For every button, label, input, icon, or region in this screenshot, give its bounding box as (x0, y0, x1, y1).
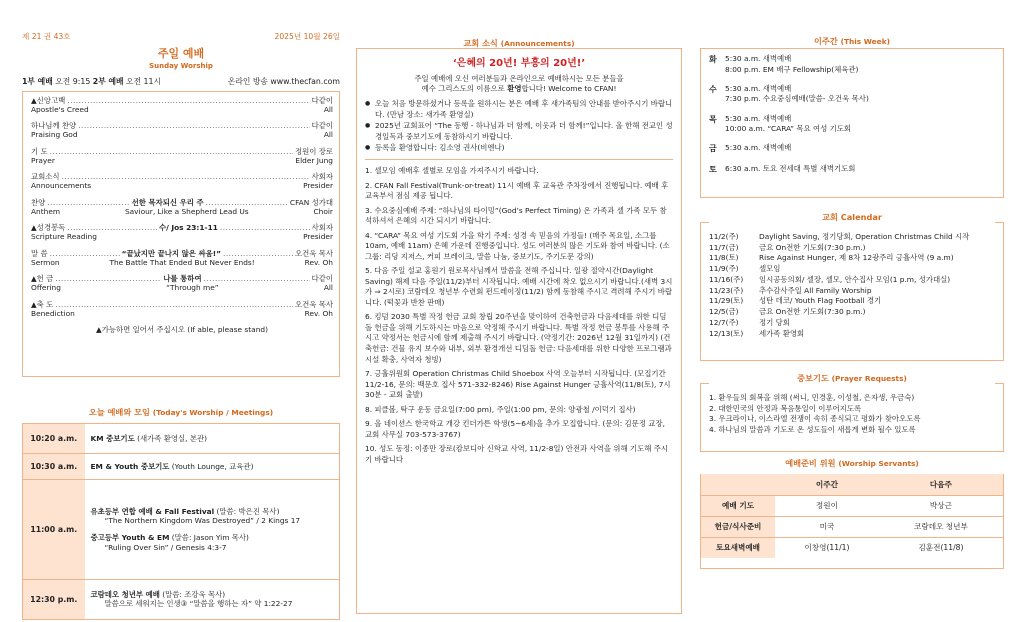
calendar-date: 11/23(주) (709, 285, 744, 295)
schedule-line: 코람데오 청년부 예배 (말씀: 조강욱 목사) (90, 590, 226, 600)
service2-time: 오전 11시 (126, 76, 162, 86)
order-detail: 나를 통하여 (163, 274, 202, 284)
weekday-event: 10:00 a.m. “CARA” 목요 여성 기도회 (725, 124, 852, 134)
schedule-line: 유초등부 연합 예배 & Fall Festival (말씀: 박은진 목사) (90, 506, 280, 516)
schedule-desc (85, 423, 340, 453)
servant-role: 헌금/식사준비 (701, 516, 775, 537)
weekday-events (725, 143, 791, 154)
weekday-events (725, 84, 869, 105)
announcement-item: 7. 긍휼위원회 Operation Christmas Child Shoebox 사역 오늘부터 시작됩니다. (모집기간 11/2-16, 문의: 백문호 집사 571-332-8246) Rise Against Hunger 긍휼사역(11/8(토), 7시 30분 - 교회 출발) (365, 369, 671, 400)
calendar-title: 교회 Calendar (709, 212, 995, 224)
order-leader-en: Rev. Oh (304, 257, 333, 267)
servants-col-next-week: 다음주 (879, 474, 1003, 495)
order-line-ko (31, 96, 333, 105)
order-label-en: Prayer (31, 155, 55, 165)
order-line-ko (31, 121, 333, 130)
order-line-en (31, 130, 333, 139)
servants-row (701, 516, 1003, 537)
order-label: ▲축 도 (31, 299, 54, 309)
calendar-event: 금요 On전한 기도회(7:30 p.m.) (759, 242, 866, 252)
prayer-item: 2. 대한민국의 안정과 복음통일이 이루어지도록 (709, 403, 862, 413)
order-line-ko (31, 198, 333, 207)
calendar-date: 11/29(토) (709, 296, 744, 306)
weekday-event: 5:30 a.m. 새벽예배 (725, 113, 792, 123)
service-subtitle: Sunday Worship (149, 62, 213, 71)
order-leader-en: Presider (303, 232, 333, 242)
servants-title: 예배준비 위원 (Worship Servants) (701, 458, 1003, 468)
order-label-en: Scripture Reading (31, 232, 97, 242)
weekday-label: 목 (709, 114, 717, 124)
calendar-row (709, 232, 995, 243)
order-detail-en: “Through me” (166, 283, 219, 293)
order-leader: 사회자 (311, 223, 333, 233)
weekday-label: 화 (709, 55, 717, 65)
order-line-en (31, 105, 333, 114)
order-detail: 선한 목자되신 우리 주 (131, 197, 204, 207)
announcement-item: 5. 다음 주일 설교 홍원기 원로목사님께서 말씀을 전해 주십니다. 일광 절약시간(Daylight Saving) 해제 다음 주일(11/2)부터 시작됩니다. 예배 시간에 착오 없으시기 바랍니다.(새벽 3시가 ⇒ 2시로) 코람데오 청년부 수련회 펀드레이징(11/2) 함께 동참해 주시고 격려해 주시기 바랍니다. (떡꽃과 반찬 판매) (365, 266, 673, 307)
schedule-line: 말씀으로 세워지는 인생③ “말씀을 행하는 자” 약 1:22-27 (104, 599, 293, 609)
online-broadcast: 온라인 방송 www.thecfan.com (227, 76, 340, 86)
calendar-date: 12/7(주) (709, 317, 739, 327)
calendar-event: 임시공동의회/ 셀장, 셀모, 안수집사 모임(1 p.m, 성가대실) (759, 274, 951, 284)
order-detail: 수/ Jos 23:1-11 (158, 223, 218, 233)
order-leader: 다같이 (311, 121, 333, 131)
today-worship-table (22, 423, 340, 620)
announcements-box (356, 38, 682, 614)
servant-role: 예배 기도 (701, 495, 775, 516)
order-label: 기 도 (31, 146, 48, 156)
calendar-row (709, 307, 995, 318)
order-label: ▲헌 금 (31, 274, 54, 284)
schedule-row (23, 453, 340, 479)
servant-role: 토요새벽예배 (701, 537, 775, 558)
order-label-en: Announcements (31, 181, 92, 191)
weekday-events (725, 164, 855, 175)
schedule-time: 10:30 a.m. (23, 453, 85, 479)
welcome-message: 주일 예배에 오신 여러분들과 온라인으로 예배하시는 모든 분들을 예수 그리스도의 이름으로 환영합니다! Welcome to CFAN! (414, 73, 624, 94)
order-leader: CFAN 성가대 (289, 197, 333, 207)
week-day (709, 164, 995, 175)
order-label: ▲성경봉독 (31, 223, 66, 233)
service2-label: 2부 예배 (92, 76, 124, 86)
volume-number: 제 21 권 43호 (22, 32, 71, 41)
order-line-ko (31, 147, 333, 156)
schedule-column (700, 0, 1004, 569)
schedule-line: EM & Youth 중보기도 (Youth Lounge, 교육관) (90, 461, 254, 471)
weekday-events (725, 54, 858, 75)
weekday-event: 5:30 a.m. 새벽예배 (725, 83, 792, 93)
schedule-desc (85, 479, 340, 579)
issue-header (22, 0, 340, 41)
schedule-row (23, 423, 340, 453)
order-label: 하나님께 찬양 (31, 121, 77, 131)
order-label: 말 씀 (31, 248, 48, 258)
stand-note: ▲가능하면 일어서 주십시오 (If able, please stand) (96, 325, 268, 335)
calendar-date: 12/5(금) (709, 307, 739, 317)
schedule-time: 12:30 p.m. (23, 579, 85, 619)
order-item (31, 121, 333, 140)
order-line-ko (31, 172, 333, 181)
schedule-line: “Ruling Over Sin” / Genesis 4:3-7 (104, 542, 227, 552)
servants-header (701, 474, 1003, 495)
calendar-event: 세가족 환영회 (759, 328, 805, 338)
service-times (22, 77, 340, 87)
calendar-box (700, 212, 1004, 361)
calendar-date: 12/13(토) (709, 328, 744, 338)
calendar-date: 11/2(주) (709, 231, 739, 241)
order-leader: 다같이 (311, 274, 333, 284)
announcement-bullet: ● 2025년 교회표어 “The 동행 - 하나님과 더 함께, 이웃과 더 함께!”입니다. 올 한해 전교인 성경일독과 중보기도에 동참하시기 바랍니다. (365, 121, 673, 142)
week-day (709, 54, 995, 75)
order-leader: 사회자 (311, 172, 333, 182)
calendar-date: 11/9(주) (709, 264, 739, 274)
order-item (31, 300, 333, 319)
calendar-row (709, 286, 995, 297)
order-leader: 정원이 장로 (294, 146, 333, 156)
order-label: ▲신앙고백 (31, 95, 66, 105)
order-leader-en: Presider (303, 181, 333, 191)
calendar-row (709, 296, 995, 307)
announcement-bullet: ● 오늘 처음 방문하셨거나 등록을 원하시는 분은 예배 후 새가족팀의 안내를 받아주시기 바랍니다. (만남 장소: 새가족 환영실) (365, 99, 673, 120)
schedule-time: 11:00 a.m. (23, 479, 85, 579)
order-item (31, 223, 333, 242)
order-line-en (31, 232, 333, 241)
weekday-event: 6:30 a.m. 토요 전세대 특별 새벽기도회 (725, 163, 856, 173)
calendar-date: 11/8(토) (709, 253, 739, 263)
announcement-bullet: ● 등록을 환영합니다: 김소영 권사(비엔나) (365, 143, 673, 153)
order-line-ko (31, 274, 333, 283)
schedule-line: KM 중보기도 (새가족 환영실, 본관) (90, 433, 207, 443)
calendar-event: Rise Against Hunger, 제 8차 12광주리 긍휼사역 (9 a.m) (759, 253, 954, 263)
order-line-en (31, 207, 333, 216)
order-line-en (31, 283, 333, 292)
week-day (709, 84, 995, 105)
servant-this-week: 미국 (775, 516, 879, 537)
servant-next-week: 박상근 (879, 495, 1003, 516)
order-line-en (31, 181, 333, 190)
order-item (31, 249, 333, 268)
servant-next-week: 코람데오 청년부 (879, 516, 1003, 537)
worship-servants-box (700, 458, 1004, 569)
service1-label: 1부 예배 (22, 76, 53, 86)
prayer-item: 1. 환우들의 회복을 위해 (써니, 민경훈, 이성철, 은자생, 우금숙) (709, 392, 915, 402)
announcement-item: 4. “CARA” 목요 여성 기도회 가을 학기 주제: 성경 속 믿음의 가정들! (매주 목요일, 소그룹 10am, 예배 11am) 은혜 가운데 진행중입니다. 성도 여러분의 많은 기도와 참여 바랍니다. (소그룹: 리딩 지저스, 커피 브레이크, 말씀 나눔, 중보기도, 주기도문 강의) (365, 230, 670, 261)
order-leader: 다같이 (311, 95, 333, 105)
week-day (709, 143, 995, 154)
order-line-en (31, 258, 333, 267)
calendar-event: 정기 당회 (759, 317, 790, 327)
order-label-en: Apostle's Creed (31, 104, 89, 114)
prayer-item: 4. 하나님의 말씀과 기도로 온 성도들이 새롭게 변화 될수 있도록 (709, 425, 916, 435)
order-of-worship (22, 91, 340, 377)
calendar-date: 11/16(주) (709, 274, 744, 284)
order-label-en: Offering (31, 283, 61, 293)
order-leader: 오건욱 목사 (294, 299, 333, 309)
order-detail-en: Saviour, Like a Shepherd Lead Us (124, 206, 249, 216)
announcements-column (356, 0, 682, 614)
order-detail-en: The Battle That Ended But Never Ends! (109, 257, 255, 267)
calendar-event: 추수감사주일 All Family Worship (759, 285, 872, 295)
order-leader-en: Choir (313, 206, 333, 216)
announcement-item: 10. 성도 동정: 이종만 장로(캄보디아 신학교 사역, 11/2-8일) 안전과 사역을 위해 기도해 주시기 바랍니다 (365, 444, 668, 464)
calendar-date: 11/7(금) (709, 242, 739, 252)
calendar-event: 금요 On전한 기도회(7:30 p.m.) (759, 307, 866, 317)
order-item (31, 172, 333, 191)
week-day (709, 114, 995, 135)
calendar-event: 성탄 데코/ Youth Flag Football 경기 (759, 296, 882, 306)
order-line-ko (31, 249, 333, 258)
this-week-title: 이주간 (This Week) (709, 36, 995, 46)
announcement-item: 6. 킹덤 2030 특별 작정 헌금 교회 창립 20주년을 맞이하여 건축헌금과 다음세대를 위한 디딤돌 헌금을 위해 기도하시는 마음으로 약정해 주시기 바랍니다. 특별 작정 헌금 봉투를 사용해 주시고 약정서는 헌금시에 함께 제출해 주시기 바랍니다. (약정기간: 2026년 12월 31일까지) (건축헌금: 건물 유지 보수와 내부, 외부 환경개선 디딤돌 헌금: 다음세대를 위한 다양한 프로그램과 시설 확충, 사역자 청빙) (365, 312, 672, 364)
order-leader-en: All (323, 130, 333, 140)
order-item (31, 274, 333, 293)
weekday-event: 8:00 p.m. EM 배구 Fellowship(체육관) (725, 64, 859, 74)
servants-row (701, 495, 1003, 516)
order-leader: 오건욱 목사 (294, 248, 333, 258)
prayer-requests-box (700, 373, 1004, 452)
servants-row (701, 537, 1003, 558)
announcement-item: 1. 셀모임 예배후 셀별로 모임을 가져주시기 바랍니다. (365, 166, 539, 176)
order-label: 교회소식 (31, 172, 60, 182)
this-week-box (700, 36, 1004, 198)
announcement-item: 3. 수요중심예배 주제: “하나님의 타이밍”(God’s Perfect Timing) 온 가족과 셀 가족 모두 참석하셔서 은혜의 시간 되시기 바랍니다. (365, 205, 667, 226)
service-title: 주일 예배 (157, 47, 205, 61)
order-line-en (31, 156, 333, 165)
prayer-title: 중보기도 (Prayer Requests) (709, 373, 995, 385)
servant-this-week: 정원이 (775, 495, 879, 516)
schedule-line: 중고등부 Youth & EM (말씀: Jason Yim 목사) (90, 533, 249, 543)
weekday-event: 7:30 p.m. 수요중심예배(말씀- 오건욱 목사) (725, 94, 869, 104)
announcement-item: 9. 올 네이션스 한국학교 개강 킨더가튼 학생(5~6세)을 추가 모집합니다. (문의: 김문정 교장, 교회 사무실 703-573-3767) (365, 419, 665, 439)
calendar-event: 셀모임 (759, 264, 781, 274)
order-item (31, 198, 333, 217)
order-line-ko (31, 223, 333, 232)
today-worship-title: 오늘 예배와 모임 (Today's Worship / Meetings) (88, 406, 274, 417)
worship-order-column (22, 0, 340, 620)
order-item (31, 96, 333, 115)
schedule-row (23, 479, 340, 579)
schedule-time: 10:20 a.m. (23, 423, 85, 453)
servants-col-this-week: 이주간 (775, 474, 879, 495)
servant-this-week: 이창영(11/1) (775, 537, 879, 558)
order-label: 찬양 (31, 197, 46, 207)
schedule-desc (85, 453, 340, 479)
calendar-row (709, 243, 995, 254)
service1-time: 오전 9:15 (55, 76, 91, 86)
schedule-row (23, 579, 340, 619)
order-line-ko (31, 300, 333, 309)
calendar-event: Daylight Saving, 정기당회, Operation Christmas Child 시작 (759, 231, 970, 241)
weekday-label: 금 (709, 144, 717, 154)
order-label-en: Sermon (31, 257, 60, 267)
order-label-en: Anthem (31, 206, 61, 216)
weekday-events (725, 114, 851, 135)
church-motto-headline: ‘은혜의 20년! 부흥의 20년!’ (452, 58, 586, 70)
weekday-label: 토 (709, 164, 717, 174)
weekday-event: 5:30 a.m. 새벽예배 (725, 143, 792, 153)
calendar-row (709, 329, 995, 340)
order-detail: “끝났지만 끝나지 않은 싸움!” (121, 248, 221, 258)
prayer-item: 3. 우크라이나, 이스라엘 전쟁이 속히 종식되고 평화가 찾아오도록 (709, 414, 921, 424)
order-label-en: Benediction (31, 308, 75, 318)
schedule-desc (85, 579, 340, 619)
order-label-en: Praising God (31, 130, 78, 140)
announcement-list (365, 166, 673, 465)
announcement-item: 2. CFAN Fall Festival(Trunk-or-treat) 11시 예배 후 교육관 주차장에서 진행됩니다. 예배 후 교육부서 점심 제공 됩니다. (365, 180, 669, 201)
calendar-row (709, 253, 995, 264)
order-leader-en: Elder Jung (295, 155, 333, 165)
order-leader-en: All (323, 283, 333, 293)
weekday-label: 수 (709, 84, 717, 94)
servant-next-week: 김훈전(11/8) (879, 537, 1003, 558)
announcement-bullets (365, 99, 673, 153)
announcements-title: 교회 소식 (Announcements) (365, 38, 673, 48)
issue-date: 2025년 10월 26일 (274, 32, 340, 41)
order-leader-en: All (323, 104, 333, 114)
announcement-item: 8. 피클볼, 탁구 운동 금요일(7:00 pm), 주일(1:00 pm, 문의: 양광철 /이덕기 집사) (365, 404, 636, 414)
weekday-event: 5:30 a.m. 새벽예배 (725, 54, 792, 64)
calendar-row (709, 275, 995, 286)
order-item (31, 147, 333, 166)
schedule-line: “The Northern Kingdom Was Destroyed” / 2 Kings 17 (104, 516, 301, 526)
order-leader-en: Rev. Oh (304, 308, 333, 318)
calendar-row (709, 264, 995, 275)
order-line-en (31, 309, 333, 318)
calendar-row (709, 318, 995, 329)
